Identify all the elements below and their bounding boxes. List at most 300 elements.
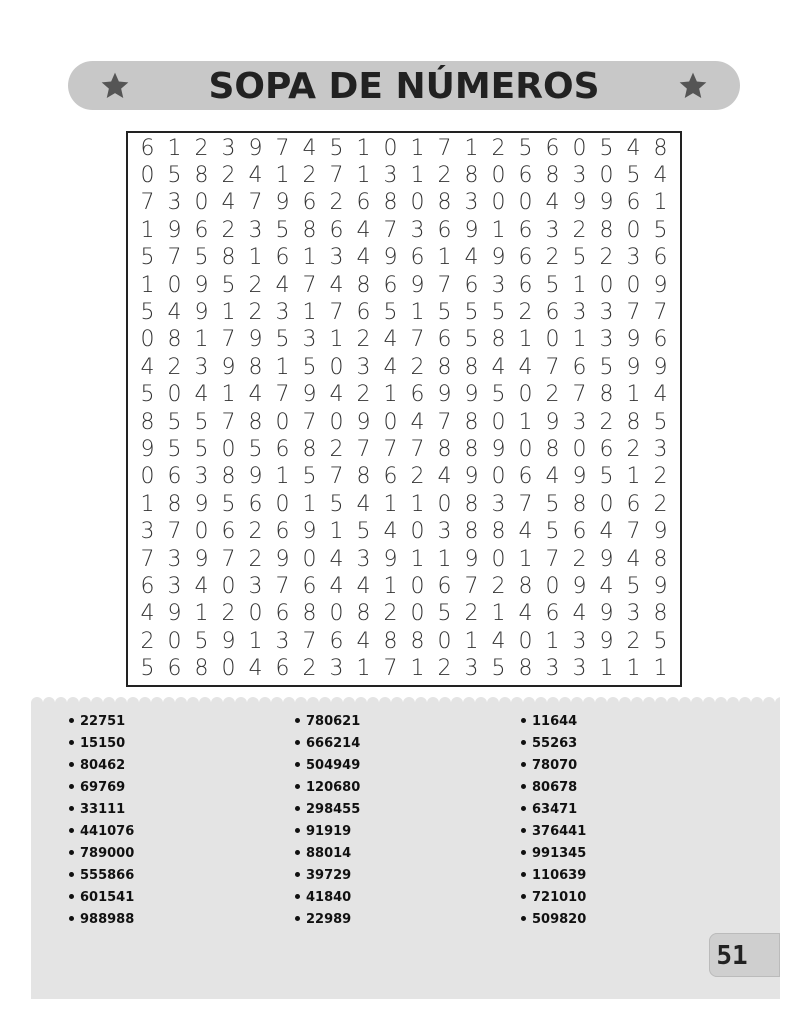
grid-cell: 4	[599, 519, 614, 545]
word-list-number: 509820	[532, 912, 587, 927]
grid-cell: 3	[167, 190, 182, 216]
grid-cell: 0	[329, 409, 344, 435]
grid-cell: 8	[194, 656, 209, 682]
grid-cell: 0	[518, 382, 533, 408]
grid-cell: 6	[275, 437, 290, 463]
grid-cell: 1	[653, 656, 668, 682]
word-list-item	[295, 711, 360, 733]
grid-cell: 7	[437, 409, 452, 435]
grid-cell: 9	[383, 245, 398, 271]
grid-cell: 6	[248, 491, 263, 517]
grid-cell: 6	[626, 491, 641, 517]
grid-cell: 3	[248, 217, 263, 243]
bullet-icon	[521, 894, 526, 899]
grid-cell: 3	[464, 190, 479, 216]
grid-cell: 5	[545, 491, 560, 517]
grid-cell: 3	[437, 519, 452, 545]
grid-cell: 0	[545, 574, 560, 600]
word-list-number: 721010	[532, 890, 587, 905]
title-banner	[68, 61, 740, 110]
grid-cell: 6	[194, 217, 209, 243]
grid-cell: 9	[383, 546, 398, 572]
grid-cell: 4	[518, 354, 533, 380]
grid-cell: 9	[464, 464, 479, 490]
grid-cell: 0	[329, 601, 344, 627]
grid-cell: 2	[491, 135, 506, 161]
grid-cell: 9	[491, 245, 506, 271]
grid-cell: 3	[626, 245, 641, 271]
grid-cell: 2	[167, 354, 182, 380]
grid-cell: 7	[437, 272, 452, 298]
word-list-item	[295, 821, 360, 843]
grid-cell: 3	[545, 656, 560, 682]
grid-cell: 8	[464, 491, 479, 517]
word-list-item	[521, 843, 586, 865]
grid-cell: 1	[383, 491, 398, 517]
bullet-icon	[295, 916, 300, 921]
grid-cell: 6	[383, 464, 398, 490]
grid-cell: 1	[356, 656, 371, 682]
grid-cell: 4	[383, 519, 398, 545]
grid-cell: 6	[653, 245, 668, 271]
grid-cell: 5	[221, 272, 236, 298]
word-list-number: 80678	[532, 780, 578, 795]
word-list-number: 555866	[80, 868, 135, 883]
word-list-number: 63471	[532, 802, 578, 817]
grid-cell: 8	[437, 354, 452, 380]
bullet-icon	[295, 718, 300, 723]
bullet-icon	[295, 872, 300, 877]
grid-cell: 4	[194, 382, 209, 408]
grid-cell: 9	[194, 546, 209, 572]
grid-cell: 0	[437, 491, 452, 517]
grid-cell: 5	[248, 437, 263, 463]
grid-cell: 0	[410, 190, 425, 216]
grid-cell: 0	[221, 574, 236, 600]
grid-cell: 0	[383, 135, 398, 161]
grid-cell: 4	[356, 628, 371, 654]
grid-cell: 9	[491, 437, 506, 463]
grid-cell: 6	[302, 574, 317, 600]
grid-cell: 1	[383, 382, 398, 408]
grid-cell: 6	[275, 656, 290, 682]
grid-cell: 7	[383, 656, 398, 682]
grid-cell: 4	[518, 601, 533, 627]
grid-cell: 1	[572, 327, 587, 353]
grid-cell: 6	[437, 327, 452, 353]
word-list-item	[295, 887, 360, 909]
grid-cell: 2	[221, 217, 236, 243]
word-list-item	[521, 733, 586, 755]
word-list-item	[69, 865, 134, 887]
grid-cell: 2	[599, 409, 614, 435]
grid-cell: 9	[302, 519, 317, 545]
grid-cell: 7	[302, 409, 317, 435]
grid-cell: 3	[356, 354, 371, 380]
grid-cell: 0	[275, 491, 290, 517]
grid-cell: 0	[626, 217, 641, 243]
grid-cell: 0	[275, 409, 290, 435]
bullet-icon	[521, 916, 526, 921]
grid-cell: 5	[545, 272, 560, 298]
grid-cell: 9	[599, 628, 614, 654]
word-list-number: 88014	[306, 846, 352, 861]
grid-cell: 4	[572, 601, 587, 627]
grid-cell: 5	[437, 601, 452, 627]
grid-cell: 3	[491, 491, 506, 517]
grid-cell: 2	[653, 491, 668, 517]
grid-cell: 0	[167, 272, 182, 298]
bullet-icon	[521, 740, 526, 745]
grid-cell: 2	[518, 300, 533, 326]
grid-cell: 9	[572, 190, 587, 216]
bullet-icon	[521, 806, 526, 811]
grid-cell: 1	[410, 656, 425, 682]
grid-cell: 9	[248, 135, 263, 161]
grid-cell: 8	[491, 519, 506, 545]
grid-cell: 0	[194, 190, 209, 216]
grid-cell: 1	[329, 519, 344, 545]
grid-cell: 3	[599, 300, 614, 326]
grid-cell: 8	[653, 601, 668, 627]
word-list-item	[295, 777, 360, 799]
grid-cell: 2	[302, 656, 317, 682]
bullet-icon	[69, 916, 74, 921]
grid-cell: 0	[140, 163, 155, 189]
grid-cells	[134, 135, 674, 683]
grid-cell: 7	[383, 217, 398, 243]
grid-cell: 4	[464, 245, 479, 271]
grid-cell: 6	[275, 601, 290, 627]
grid-cell: 4	[329, 574, 344, 600]
grid-cell: 7	[356, 437, 371, 463]
grid-cell: 1	[491, 217, 506, 243]
grid-cell: 1	[275, 354, 290, 380]
grid-cell: 9	[653, 519, 668, 545]
grid-cell: 7	[545, 546, 560, 572]
grid-cell: 1	[140, 272, 155, 298]
grid-cell: 9	[599, 546, 614, 572]
grid-cell: 2	[572, 546, 587, 572]
grid-cell: 7	[518, 491, 533, 517]
grid-cell: 9	[221, 354, 236, 380]
grid-cell: 4	[545, 464, 560, 490]
grid-cell: 8	[437, 190, 452, 216]
grid-cell: 3	[140, 519, 155, 545]
page-title: SOPA DE NÚMEROS	[208, 66, 600, 107]
grid-cell: 8	[464, 437, 479, 463]
grid-cell: 5	[167, 437, 182, 463]
grid-cell: 3	[491, 272, 506, 298]
grid-cell: 5	[653, 217, 668, 243]
grid-cell: 3	[545, 217, 560, 243]
word-list-item	[295, 755, 360, 777]
word-list-number: 69769	[80, 780, 126, 795]
grid-cell: 5	[194, 437, 209, 463]
grid-cell: 1	[275, 163, 290, 189]
grid-cell: 7	[383, 437, 398, 463]
grid-cell: 6	[518, 163, 533, 189]
word-list-item	[69, 887, 134, 909]
grid-cell: 4	[248, 163, 263, 189]
grid-cell: 1	[302, 300, 317, 326]
grid-cell: 8	[356, 601, 371, 627]
grid-cell: 9	[167, 217, 182, 243]
word-list-panel	[31, 703, 780, 999]
grid-cell: 0	[410, 601, 425, 627]
bullet-icon	[295, 784, 300, 789]
grid-cell: 6	[653, 327, 668, 353]
grid-cell: 4	[356, 491, 371, 517]
grid-cell: 5	[545, 519, 560, 545]
grid-cell: 0	[383, 409, 398, 435]
grid-cell: 1	[140, 217, 155, 243]
grid-cell: 7	[167, 245, 182, 271]
grid-cell: 8	[167, 327, 182, 353]
grid-cell: 0	[167, 628, 182, 654]
grid-cell: 6	[518, 245, 533, 271]
bullet-icon	[295, 894, 300, 899]
grid-cell: 8	[545, 437, 560, 463]
grid-cell: 9	[626, 354, 641, 380]
grid-cell: 5	[167, 163, 182, 189]
grid-cell: 2	[356, 327, 371, 353]
page-number: 51	[716, 941, 748, 971]
grid-cell: 0	[491, 409, 506, 435]
grid-cell: 8	[626, 409, 641, 435]
grid-cell: 1	[167, 135, 182, 161]
word-list-number: 988988	[80, 912, 135, 927]
bullet-icon	[521, 718, 526, 723]
grid-cell: 3	[464, 656, 479, 682]
grid-cell: 6	[329, 628, 344, 654]
grid-cell: 1	[356, 135, 371, 161]
grid-cell: 8	[410, 628, 425, 654]
grid-cell: 1	[221, 300, 236, 326]
grid-cell: 4	[167, 300, 182, 326]
grid-cell: 7	[410, 437, 425, 463]
word-list-number: 11644	[532, 714, 578, 729]
grid-cell: 3	[410, 217, 425, 243]
grid-cell: 1	[383, 574, 398, 600]
grid-cell: 9	[140, 437, 155, 463]
grid-cell: 6	[383, 272, 398, 298]
grid-cell: 8	[383, 628, 398, 654]
grid-cell: 1	[410, 135, 425, 161]
word-list-item	[295, 843, 360, 865]
word-list-number: 298455	[306, 802, 361, 817]
grid-cell: 0	[410, 519, 425, 545]
grid-cell: 6	[437, 217, 452, 243]
word-list-item	[69, 821, 134, 843]
grid-cell: 4	[329, 546, 344, 572]
grid-cell: 8	[599, 382, 614, 408]
grid-cell: 0	[518, 437, 533, 463]
grid-cell: 8	[194, 163, 209, 189]
grid-cell: 0	[545, 327, 560, 353]
word-list-item	[69, 733, 134, 755]
word-list-item	[521, 887, 586, 909]
grid-cell: 9	[194, 300, 209, 326]
grid-cell: 6	[275, 519, 290, 545]
grid-cell: 5	[572, 245, 587, 271]
grid-cell: 4	[491, 354, 506, 380]
grid-cell: 5	[329, 135, 344, 161]
grid-cell: 7	[275, 382, 290, 408]
grid-cell: 1	[572, 272, 587, 298]
grid-cell: 6	[518, 464, 533, 490]
grid-cell: 9	[572, 574, 587, 600]
grid-cell: 4	[653, 163, 668, 189]
bullet-icon	[69, 894, 74, 899]
word-list-item	[521, 777, 586, 799]
grid-cell: 4	[356, 245, 371, 271]
grid-cell: 9	[626, 327, 641, 353]
grid-cell: 3	[572, 300, 587, 326]
grid-cell: 4	[383, 327, 398, 353]
word-list-number: 33111	[80, 802, 126, 817]
grid-cell: 7	[167, 519, 182, 545]
word-list-item	[295, 865, 360, 887]
grid-cell: 0	[302, 546, 317, 572]
grid-cell: 1	[518, 409, 533, 435]
grid-cell: 5	[221, 491, 236, 517]
grid-cell: 3	[626, 601, 641, 627]
grid-cell: 6	[518, 217, 533, 243]
bullet-icon	[69, 740, 74, 745]
grid-cell: 2	[626, 437, 641, 463]
grid-cell: 7	[140, 546, 155, 572]
word-list-number: 991345	[532, 846, 587, 861]
grid-cell: 8	[356, 464, 371, 490]
grid-cell: 7	[545, 354, 560, 380]
grid-cell: 3	[572, 628, 587, 654]
grid-cell: 5	[167, 409, 182, 435]
grid-cell: 1	[518, 327, 533, 353]
grid-cell: 1	[626, 656, 641, 682]
grid-cell: 0	[626, 272, 641, 298]
grid-cell: 1	[356, 163, 371, 189]
grid-cell: 0	[221, 656, 236, 682]
grid-cell: 2	[491, 574, 506, 600]
grid-cell: 8	[221, 464, 236, 490]
word-list-item	[69, 755, 134, 777]
grid-cell: 2	[221, 601, 236, 627]
grid-cell: 2	[572, 217, 587, 243]
grid-cell: 5	[140, 382, 155, 408]
grid-cell: 9	[572, 464, 587, 490]
grid-cell: 1	[518, 546, 533, 572]
word-list-item	[521, 799, 586, 821]
grid-cell: 0	[491, 163, 506, 189]
word-list-number: 22751	[80, 714, 126, 729]
grid-cell: 3	[221, 135, 236, 161]
grid-cell: 8	[653, 546, 668, 572]
grid-cell: 0	[491, 190, 506, 216]
word-list-item	[521, 909, 586, 931]
grid-cell: 8	[248, 409, 263, 435]
grid-cell: 3	[572, 656, 587, 682]
grid-cell: 1	[194, 327, 209, 353]
bullet-icon	[69, 718, 74, 723]
grid-cell: 4	[626, 135, 641, 161]
grid-cell: 5	[194, 409, 209, 435]
grid-cell: 5	[626, 163, 641, 189]
grid-cell: 9	[599, 190, 614, 216]
grid-cell: 0	[248, 601, 263, 627]
word-list-number: 666214	[306, 736, 361, 751]
grid-cell: 1	[437, 245, 452, 271]
word-list-item	[295, 909, 360, 931]
grid-cell: 9	[410, 272, 425, 298]
word-list-number: 120680	[306, 780, 361, 795]
grid-cell: 1	[140, 491, 155, 517]
grid-cell: 2	[410, 354, 425, 380]
word-list-number: 110639	[532, 868, 587, 883]
grid-cell: 6	[545, 601, 560, 627]
grid-cell: 5	[275, 217, 290, 243]
grid-cell: 8	[599, 217, 614, 243]
grid-cell: 4	[302, 135, 317, 161]
grid-cell: 2	[140, 628, 155, 654]
grid-cell: 8	[221, 245, 236, 271]
grid-cell: 2	[221, 163, 236, 189]
grid-cell: 1	[464, 628, 479, 654]
grid-cell: 5	[599, 354, 614, 380]
grid-cell: 6	[626, 190, 641, 216]
grid-cell: 7	[572, 382, 587, 408]
grid-cell: 6	[275, 245, 290, 271]
word-list-column-3	[521, 711, 586, 931]
star-icon	[677, 70, 709, 102]
word-list-number: 55263	[532, 736, 578, 751]
grid-cell: 2	[248, 519, 263, 545]
grid-cell: 2	[464, 601, 479, 627]
grid-cell: 9	[653, 574, 668, 600]
grid-cell: 9	[248, 327, 263, 353]
grid-cell: 6	[599, 437, 614, 463]
grid-cell: 5	[194, 245, 209, 271]
grid-cell: 0	[599, 163, 614, 189]
word-list-item	[69, 799, 134, 821]
grid-cell: 7	[302, 272, 317, 298]
grid-cell: 4	[383, 354, 398, 380]
bullet-icon	[69, 828, 74, 833]
grid-cell: 5	[356, 519, 371, 545]
grid-cell: 0	[491, 464, 506, 490]
grid-cell: 7	[221, 409, 236, 435]
word-list-item	[521, 711, 586, 733]
word-list-number: 41840	[306, 890, 352, 905]
grid-cell: 0	[518, 190, 533, 216]
word-list-number: 601541	[80, 890, 135, 905]
grid-cell: 5	[302, 464, 317, 490]
grid-cell: 3	[356, 546, 371, 572]
word-list-column-2	[295, 711, 360, 931]
word-list-item	[521, 755, 586, 777]
grid-cell: 4	[140, 354, 155, 380]
grid-cell: 9	[464, 546, 479, 572]
grid-cell: 2	[599, 245, 614, 271]
grid-cell: 4	[599, 574, 614, 600]
grid-cell: 5	[626, 574, 641, 600]
bullet-icon	[521, 828, 526, 833]
grid-cell: 2	[545, 245, 560, 271]
grid-cell: 6	[221, 519, 236, 545]
bullet-icon	[69, 784, 74, 789]
grid-cell: 8	[302, 217, 317, 243]
grid-cell: 8	[545, 163, 560, 189]
